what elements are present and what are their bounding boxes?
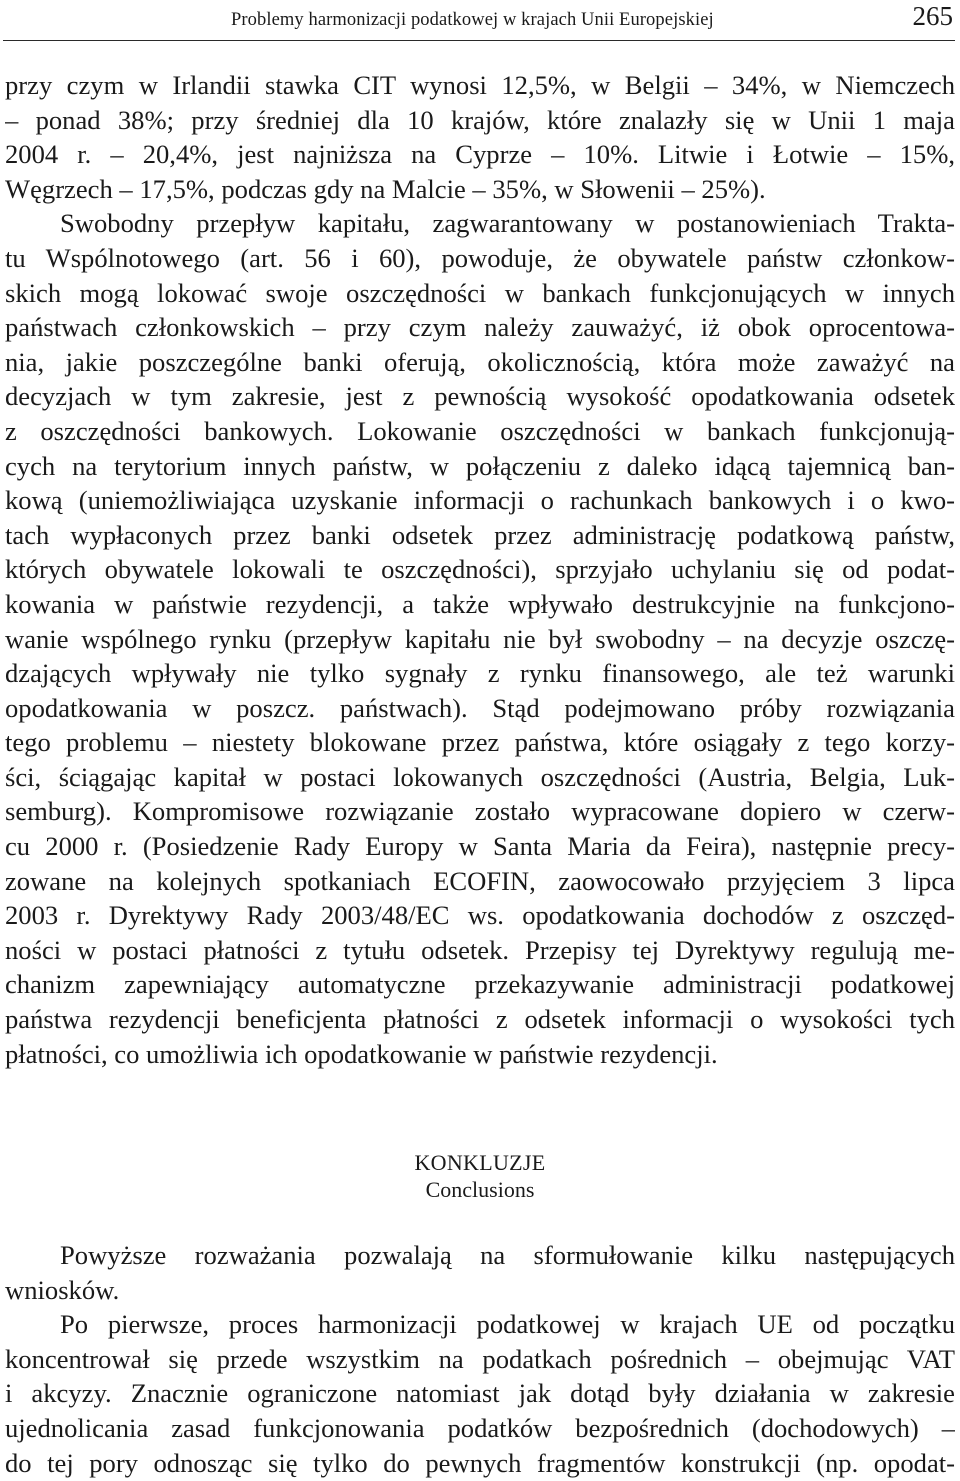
text-line: państwa rezydencji beneficjenta płatności z odsetek informacji o wysokości tych (5, 1004, 955, 1035)
text-line: tego problemu – niestety blokowane przez państwa, które osiągały z tego korzy- (5, 727, 955, 758)
text-line: cu 2000 r. (Posiedzenie Rady Europy w Santa Maria da Feira), następnie precy- (5, 831, 955, 862)
page-number: 265 (912, 1, 953, 31)
text-line: dzających wpływały nie tylko sygnały z rynku finansowego, ale też warunki (5, 658, 955, 689)
text-line: i akcyzy. Znacznie ograniczone natomiast jak dotąd były działania w zakresie (5, 1378, 955, 1409)
conclusions-text (5, 1238, 955, 1480)
text-line: płatności, co umożliwia ich opodatkowanie w państwie rezydencji. (5, 1038, 718, 1069)
text-line: Po pierwsze, proces harmonizacji podatkowej w krajach UE od początku (60, 1309, 955, 1340)
running-title: Problemy harmonizacji podatkowej w krajach Unii Europejskiej (231, 10, 714, 30)
text-line: koncentrował się przede wszystkim na podatkach pośrednich – obejmując VAT (5, 1343, 955, 1374)
text-line: – ponad 38%; przy średniej dla 10 krajów, które znalazły się w Unii 1 maja (5, 104, 955, 135)
text-line: Węgrzech – 17,5%, podczas gdy na Malcie – 35%, w Słowenii – 25%). (5, 173, 766, 204)
section-subheading: Conclusions (425, 1177, 535, 1202)
text-line: zowane na kolejnych spotkaniach ECOFIN, zaowocowało przyjęciem 3 lipca (5, 865, 955, 896)
text-line: Powyższe rozważania pozwalają na sformułowanie kilku następujących (60, 1240, 955, 1270)
text-line: ujednolicania zasad funkcjonowania podatków bezpośrednich (dochodowych) – (5, 1412, 955, 1443)
text-line: do tej pory odnosząc się tylko do pewnych fragmentów konstrukcji (np. opodat- (5, 1447, 955, 1478)
text-line: 2004 r. – 20,4%, jest najniższa na Cyprze – 10%. Litwie i Łotwie – 15%, (5, 139, 955, 170)
text-line: ności w postaci płatności z tytułu odsetek. Przepisy tej Dyrektywy regulują me- (5, 934, 955, 965)
text-line: ści, ściągając kapitał w postaci lokowanych oszczędności (Austria, Belgia, Luk- (5, 761, 955, 792)
text-line: wniosków. (5, 1274, 120, 1305)
text-line: semburg). Kompromisowe rozwiązanie zostało wypracowane dopiero w czerw- (5, 796, 955, 827)
text-line: tu Wspólnotowego (art. 56 i 60), powoduje, że obywatele państw członkow- (5, 242, 955, 273)
text-line: 2003 r. Dyrektywy Rady 2003/48/EC ws. opodatkowania dochodów z oszczęd- (5, 900, 955, 931)
text-line: opodatkowania w poszcz. państwach). Stąd podejmowano próby rozwiązania (5, 692, 955, 723)
text-line: cych na terytorium innych państw, w połączeniu z daleko idącą tajemnicą ban- (5, 450, 955, 481)
section-heading: KONKLUZJE (414, 1150, 546, 1175)
text-line: skich mogą lokować swoje oszczędności w bankach funkcjonujących w innych (5, 277, 955, 308)
text-line: chanizm zapewniający automatyczne przekazywanie administracji podatkowej (5, 969, 955, 1000)
text-line: Swobodny przepływ kapitału, zagwarantowany w postanowieniach Trakta- (60, 208, 955, 239)
text-line: wanie wspólnego rynku (przepływ kapitału nie był swobodny – na decyzje oszczę- (5, 623, 955, 654)
text-line: z oszczędności bankowych. Lokowanie oszczędności w bankach funkcjonują- (5, 415, 955, 446)
text-line: nia, jakie poszczególne banki oferują, okolicznością, która może zaważyć na (5, 346, 955, 377)
text-line: przy czym w Irlandii stawka CIT wynosi 12,5%, w Belgii – 34%, w Niemczech (5, 70, 955, 100)
text-line: decyzjach w tym zakresie, jest z pewnością wysokość opodatkowania odsetek (5, 381, 955, 412)
running-header (3, 1, 955, 41)
text-line: kową (uniemożliwiająca uzyskanie informacji o rachunkach bankowych i o kwo- (5, 485, 955, 516)
text-line: tach wypłaconych przez banki odsetek przez administrację podatkową państw, (5, 519, 955, 550)
body-text (5, 68, 955, 1071)
text-line: których obywatele lokowali te oszczędności), sprzyjało uchylaniu się od podat- (5, 554, 955, 585)
text-line: kowania w państwie rezydencji, a także wpływało destrukcyjnie na funkcjono- (5, 588, 955, 619)
text-line: państwach członkowskich – przy czym należy zauważyć, iż obok oprocentowa- (5, 312, 955, 343)
